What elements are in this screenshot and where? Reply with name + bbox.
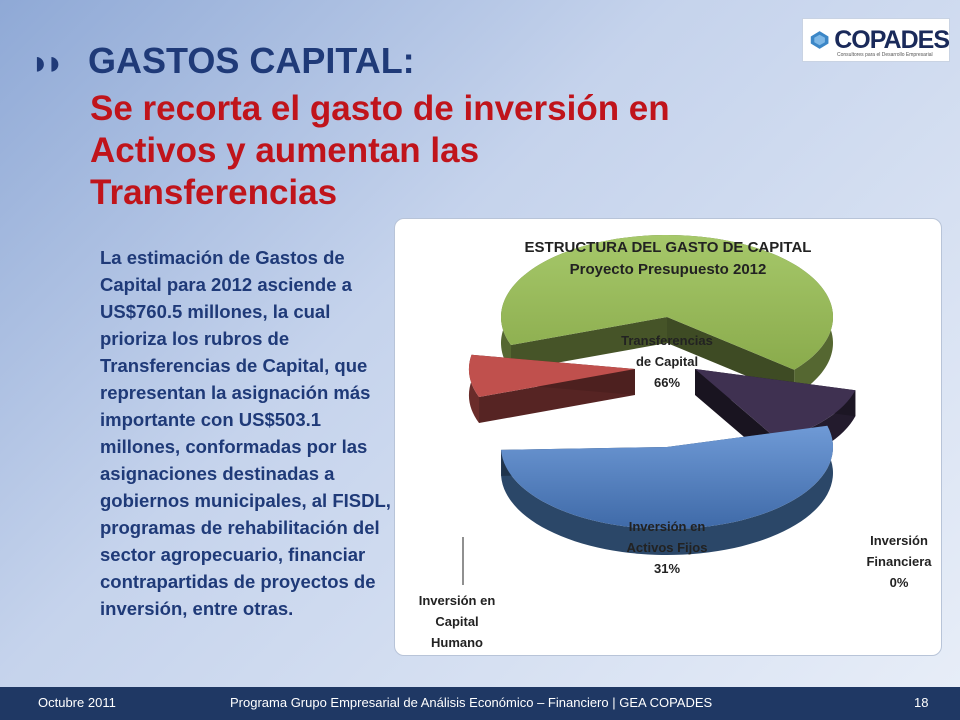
double-chevron-icon: ◗◗ bbox=[30, 44, 60, 82]
logo-text: COPADES bbox=[834, 25, 949, 54]
data-label-inversion-en-activos-fijos: Inversión en Activos Fijos 31% bbox=[626, 519, 708, 576]
footer-bar bbox=[0, 687, 960, 720]
data-label-inversion-en-capital-humano: Inversión en Capital Humano bbox=[418, 593, 496, 650]
copades-logo bbox=[802, 18, 950, 62]
footer-program: Programa Grupo Empresarial de Análisis Económico – Financiero | GEA COPADES bbox=[230, 695, 713, 710]
page-subtitle: Se recorta el gasto de inversión en Activos y aumentan las Transferencias bbox=[90, 89, 670, 212]
copades-logo-icon bbox=[809, 28, 830, 52]
data-label-inversion-financiera: Inversión Financiera 0% bbox=[866, 533, 932, 590]
page-title: GASTOS CAPITAL: bbox=[88, 40, 415, 81]
logo-tagline: Consultores para el Desarrollo Empresarial bbox=[837, 52, 933, 58]
data-label-transferencias-de-capital: Transferencias de Capital 66% bbox=[621, 333, 713, 390]
chart-subtitle: Proyecto Presupuesto 2012 bbox=[569, 261, 767, 278]
footer-page-number: 18 bbox=[914, 695, 929, 710]
pie-slice-inversion-en-capital-humano bbox=[469, 355, 635, 423]
pie-slice-inversion-en-activos-fijos bbox=[501, 426, 833, 555]
pie-chart bbox=[395, 219, 941, 655]
body-paragraph: La estimación de Gastos de Capital para 2012 asciende a US$760.5 millones, la cual prioriza los rubros de Transferencias de Capital, que representan la asignación más importante con US$503.1 millones, conformadas por las asignaciones destinadas a gobiernos municipales, al FISDL, programas de rehabilitación del sector agropecuario, financiar contrapartidas de proyectos de inversión, entre otras. bbox=[100, 247, 391, 619]
footer-date: Octubre 2011 bbox=[38, 695, 116, 710]
chart-title: ESTRUCTURA DEL GASTO DE CAPITAL bbox=[524, 239, 812, 256]
chart-panel bbox=[394, 218, 942, 656]
